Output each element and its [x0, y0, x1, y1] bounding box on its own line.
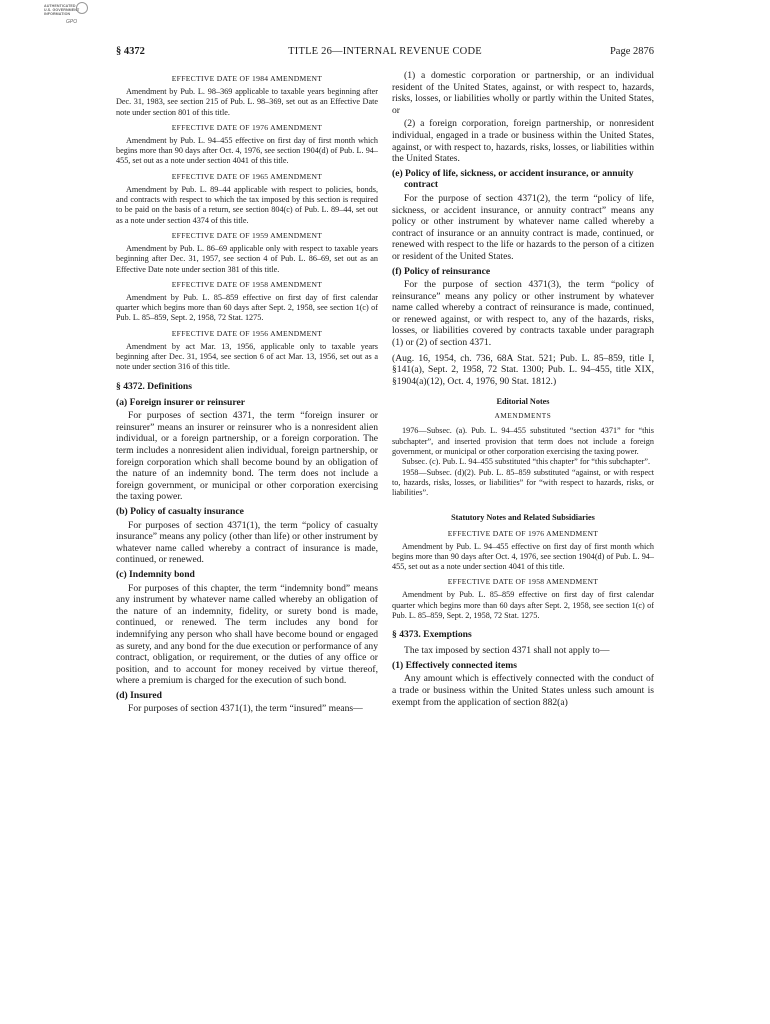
- note-text: Amendment by Pub. L. 85–859 effective on first day of first calendar quarter which begins more than 60 days after Sept. 2, 1958, see section 1(c) of Pub. L. 85–859, Sept. 2, 1958, 72 Stat. 1275.: [116, 292, 378, 323]
- right-column: [392, 70, 654, 710]
- note-text: Amendment by Pub. L. 85–859 effective on first day of first calendar quarter which begins more than 60 days after Sept. 2, 1958, see section 1(c) of Pub. L. 85–859, Sept. 2, 1958, 72 Stat. 1275.: [392, 590, 654, 620]
- note-caption: EFFECTIVE DATE OF 1958 AMENDMENT: [171, 279, 323, 289]
- subsection-heading: (e) Policy of life, sickness, or accident insurance, or annuity contract: [392, 167, 634, 191]
- amendments-caption: AMENDMENTS: [494, 412, 552, 421]
- section-text: The tax imposed by section 4371 shall not apply to—: [404, 645, 610, 657]
- subsection-heading: (1) Effectively connected items: [392, 659, 517, 671]
- subsection-text: Any amount which is effectively connected with the conduct of a trade or business within the United States unless such amount is exempt from the application of section 882(a): [392, 673, 654, 708]
- subsection-text: For the purpose of section 4371(3), the term “policy of reinsurance” means any policy or other instrument by whatever name called whereby a contract of reinsurance is made, continued, or renewed against, or with respect to, any of the hazards, risks, losses, or liabilities covered by contracts taxable under paragraph (1) or (2) of section 4371.: [392, 279, 654, 349]
- subsection-heading: (d) Insured: [116, 689, 162, 701]
- subsection-heading: (c) Indemnity bond: [116, 568, 195, 580]
- subsection-heading: (f) Policy of reinsurance: [392, 265, 491, 277]
- note-caption: EFFECTIVE DATE OF 1984 AMENDMENT: [171, 74, 323, 83]
- editorial-notes-heading: Editorial Notes: [496, 397, 550, 407]
- note-text: Amendment by Pub. L. 94–455 effective on first day of first month which begins more than 90 days after Oct. 4, 1976, see section 1904(d) of Pub. L. 94–455, set out as a note under section 4041 of this title.: [116, 135, 378, 166]
- section-title: § 4373. Exemptions: [392, 629, 472, 641]
- amendment-note: Subsec. (c). Pub. L. 94–455 substituted “this chapter” for “this subchapter”.: [402, 457, 651, 467]
- source-citation: (Aug. 16, 1954, ch. 736, 68A Stat. 521; Pub. L. 85–859, title I, §141(a), Sept. 2, 1958, 72 Stat. 1300; Pub. L. 94–455, title XIX, §1904(a)(12), Oct. 4, 1976, 90 Stat. 1812.): [392, 352, 654, 387]
- statutory-notes-heading: Statutory Notes and Related Subsidiaries: [451, 512, 595, 522]
- note-caption: EFFECTIVE DATE OF 1956 AMENDMENT: [171, 328, 323, 338]
- seal-lettering: AUTHENTICATED U.S. GOVERNMENT INFORMATION: [44, 4, 80, 16]
- note-caption: EFFECTIVE DATE OF 1976 AMENDMENT: [447, 528, 599, 538]
- section-title: § 4372. Definitions: [116, 380, 192, 392]
- seal-gpo-label: GPO: [66, 19, 78, 25]
- page-header: [116, 46, 654, 60]
- header-section-number: § 4372: [116, 46, 145, 57]
- gpo-authentication-seal: [36, 2, 86, 30]
- left-column: [116, 70, 378, 717]
- note-caption: EFFECTIVE DATE OF 1958 AMENDMENT: [447, 577, 599, 587]
- eagle-icon: [76, 2, 88, 14]
- subsection-heading: (a) Foreign insurer or reinsurer: [116, 396, 245, 408]
- note-text: Amendment by Pub. L. 94–455 effective on first day of first month which begins more than 90 days after Oct. 4, 1976, see section 1904(d) of Pub. L. 94–455, set out as a note under section 4041 of this title.: [392, 541, 654, 572]
- header-title: TITLE 26—INTERNAL REVENUE CODE: [288, 46, 482, 57]
- note-text: Amendment by Pub. L. 98–369 applicable to taxable years beginning after Dec. 31, 1983, see section 215 of Pub. L. 98–369, set out as an Effective Date note under section 801 of this title.: [116, 87, 378, 117]
- amendment-note: 1976—Subsec. (a). Pub. L. 94–455 substituted “section 4371” for “this subchapter”, and inserted provision that term does not include a foreign government, or municipal or other corporation exercising the taxing power.: [392, 426, 654, 457]
- header-page-number: Page 2876: [609, 46, 654, 57]
- note-text: Amendment by act Mar. 13, 1956, applicable only to taxable years beginning after Dec. 31, 1954, see section 6 of act Mar. 13, 1956, set out as a note under section 316 of this title.: [116, 341, 378, 372]
- note-caption: EFFECTIVE DATE OF 1959 AMENDMENT: [171, 230, 323, 240]
- note-caption: EFFECTIVE DATE OF 1965 AMENDMENT: [171, 171, 323, 181]
- subsection-text: For purposes of this chapter, the term “indemnity bond” means any instrument by whatever name called whereby an obligation of the nature of an indemnity, fidelity, or surety bond is made, continued, or renewed. The term includes any bond for indemnifying any person who shall have become bound or engaged as surety, and any bond for the due execution or performance of any contract, obligation, or requirement, or the duties of any office or position, and to account for money received by virtue thereof, where a premium is charged for the execution of such bond.: [116, 582, 378, 687]
- subsection-text: For purposes of section 4371(1), the term “insured” means—: [128, 703, 363, 715]
- amendment-note: 1958—Subsec. (d)(2). Pub. L. 85–859 substituted “against, or with respect to, hazards, risks, losses, or liabilities” for “with respect to hazards, risks, or liabilities”.: [392, 467, 654, 498]
- paragraph-text: (2) a foreign corporation, foreign partnership, or nonresident individual, engaged in a trade or business within the United States, against, or with respect to, hazards, risks, losses, or liabilities within the United States.: [392, 118, 654, 165]
- note-text: Amendment by Pub. L. 86–69 applicable only with respect to taxable years beginning after Dec. 31, 1957, see section 4 of Pub. L. 86–69, set out as an Effective Date note under section 381 of this title.: [116, 243, 378, 274]
- note-caption: EFFECTIVE DATE OF 1976 AMENDMENT: [171, 122, 323, 132]
- subsection-text: For the purpose of section 4371(2), the term “policy of life, sickness, or accident insurance, or annuity contract” means any policy or other instrument by whatever name called whereby a contract of insurance or an annuity contract is made, continued, or renewed with respect to the life or hazards to the person of a citizen or resident of the United States.: [392, 192, 654, 262]
- note-text: Amendment by Pub. L. 89–44 applicable with respect to policies, bonds, and contracts with respect to which the tax imposed by this section is required to be paid on the basis of a return, see section 804(c) of Pub. L. 89–44, set out as a note under section 4374 of this title.: [116, 184, 378, 225]
- subsection-heading: (b) Policy of casualty insurance: [116, 505, 244, 517]
- paragraph-text: (1) a domestic corporation or partnership, or an individual resident of the United States, against, or with respect to, hazards, risks, losses, or liabilities wholly or partly within the United States, or: [392, 70, 654, 116]
- subsection-text: For purposes of section 4371(1), the term “policy of casualty insurance” means any policy (other than life) or other instrument by whatever name called whereby a contract of insurance is made, continued, or renewed.: [116, 519, 378, 566]
- subsection-text: For purposes of section 4371, the term “foreign insurer or reinsurer” means an insurer or reinsurer who is a nonresident alien individual, or a foreign partnership, or a foreign corporation. The term includes a nonresident alien individual, foreign partnership, or foreign corporation which shall become bound by an obligation of the nature of an indemnity bond. The term does not include a foreign government, or municipal or other corporation exercising the taxing power.: [116, 410, 378, 503]
